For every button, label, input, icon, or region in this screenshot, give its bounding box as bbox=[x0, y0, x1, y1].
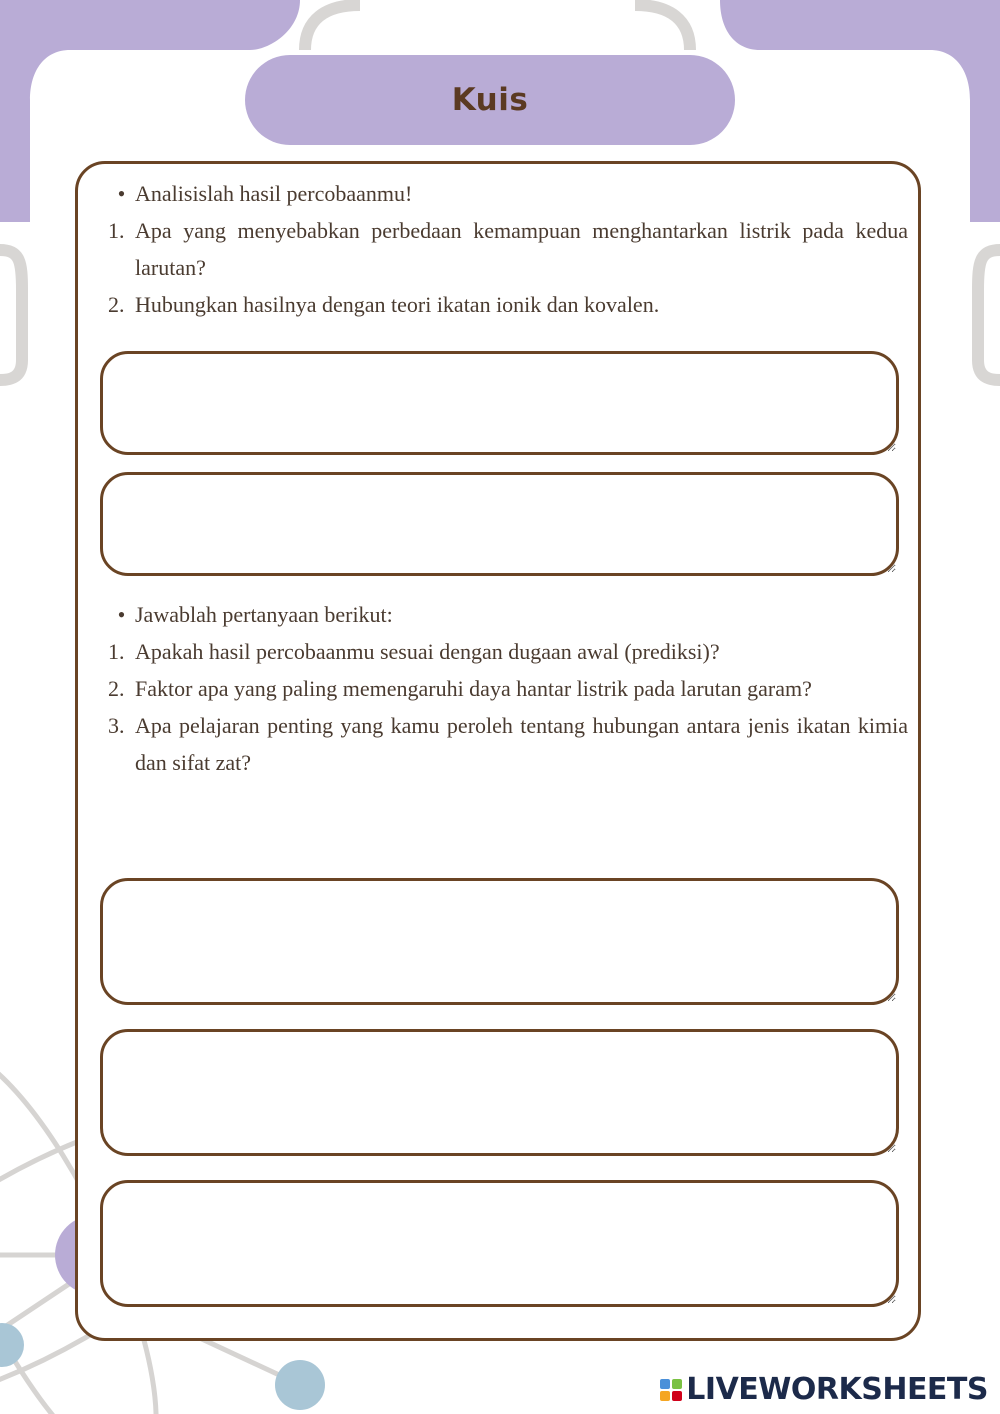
question-item: 2. Faktor apa yang paling memengaruhi daya hantar listrik pada larutan garam? bbox=[108, 676, 812, 701]
title-banner bbox=[245, 55, 735, 145]
section-intro: • Jawablah pertanyaan berikut: bbox=[108, 596, 908, 633]
question-item: 1. Apakah hasil percobaanmu sesuai dengan dugaan awal (prediksi)? bbox=[108, 639, 720, 664]
answer-box-4[interactable] bbox=[100, 1029, 899, 1156]
page-title: Kuis bbox=[451, 82, 529, 118]
brand-label: LIVEWORKSHEETS bbox=[686, 1372, 988, 1407]
liveworksheets-logo-icon bbox=[660, 1379, 682, 1401]
answer-box-3[interactable] bbox=[100, 878, 899, 1005]
section-2-questions bbox=[108, 596, 908, 781]
answer-box-1[interactable] bbox=[100, 351, 899, 455]
question-item: 3. Apa pelajaran penting yang kamu peroleh tentang hubungan antara jenis ikatan kimia dan sifat zat? bbox=[108, 713, 908, 775]
question-item: 2. Hubungkan hasilnya dengan teori ikatan ionik dan kovalen. bbox=[108, 292, 660, 317]
section-1-questions bbox=[108, 175, 908, 323]
question-item: 1. Apa yang menyebabkan perbedaan kemampuan menghantarkan listrik pada kedua larutan? bbox=[108, 218, 908, 280]
answer-box-2[interactable] bbox=[100, 472, 899, 576]
bullet-icon: • bbox=[117, 602, 126, 627]
section-intro: • Analisislah hasil percobaanmu! bbox=[108, 175, 908, 212]
liveworksheets-brand[interactable] bbox=[660, 1372, 988, 1407]
bullet-icon: • bbox=[117, 181, 126, 206]
answer-box-5[interactable] bbox=[100, 1180, 899, 1307]
